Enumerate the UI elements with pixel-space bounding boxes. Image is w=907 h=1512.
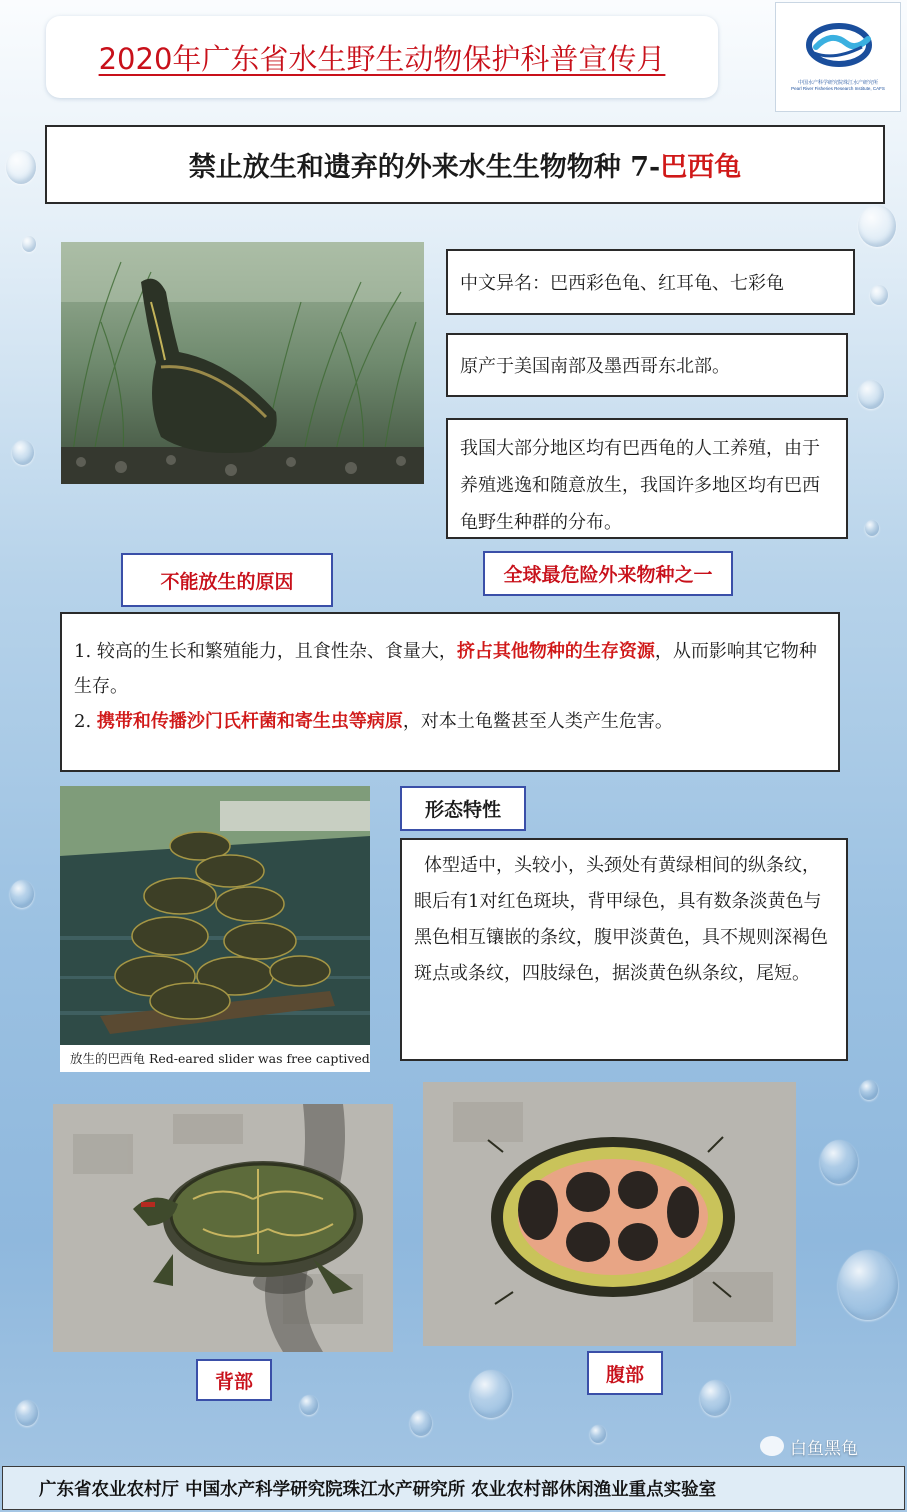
species-name: 巴西龟: [660, 152, 742, 183]
reason-1-text: 1. 较高的生长和繁殖能力，且食性杂、食量大，: [74, 641, 457, 662]
logo-caption-en: Pearl River Fisheries Research Institute, CAFS: [791, 86, 885, 91]
water-drop-decoration: [590, 1425, 606, 1443]
footer-text: 广东省农业农村厅 中国水产科学研究院珠江水产研究所 农业农村部休闲渔业重点实验室: [39, 1479, 717, 1500]
species-title-box: [45, 125, 885, 204]
turtle-back-photo: [53, 1104, 393, 1352]
water-drop-decoration: [820, 1140, 858, 1184]
water-drop-decoration: [838, 1250, 898, 1320]
footer-bar: [2, 1466, 905, 1510]
belly-label: 腹部: [587, 1351, 663, 1395]
reason-label: 不能放生的原因: [121, 553, 333, 607]
origin-box: [446, 333, 848, 397]
water-drop-decoration: [858, 380, 884, 409]
wechat-icon: [760, 1436, 784, 1456]
water-drop-decoration: [870, 285, 888, 305]
species-title-prefix: 禁止放生和遗弃的外来水生生物物种 7-: [188, 152, 661, 183]
water-drop-decoration: [470, 1370, 512, 1418]
reason-2-text-end: ，对本土龟鳖甚至人类产生危害。: [402, 711, 673, 732]
logo-caption-cn: 中国水产科学研究院珠江水产研究所: [797, 80, 878, 86]
reason-1-text-end: ，从而影响其它物种生存。: [74, 641, 817, 697]
water-drop-decoration: [700, 1380, 730, 1416]
water-drop-decoration: [22, 236, 36, 252]
reason-2-number: 2.: [74, 711, 97, 732]
water-drop-decoration: [12, 440, 34, 465]
danger-label: 全球最危险外来物种之一: [483, 551, 733, 596]
water-drop-decoration: [300, 1395, 318, 1415]
reason-1: [74, 634, 826, 704]
water-drop-decoration: [860, 1080, 878, 1100]
alias-box: [446, 249, 855, 315]
turtle-belly-photo: [423, 1082, 796, 1346]
water-drop-decoration: [10, 880, 34, 908]
water-drop-decoration: [6, 150, 36, 184]
distribution-text: 我国大部分地区均有巴西龟的人工养殖，由于养殖逃逸和随意放生，我国许多地区均有巴西龟野生种群的分布。: [460, 438, 820, 533]
morphology-text: 体型适中，头较小，头颈处有黄绿相间的纵条纹，眼后有1对红色斑块，背甲绿色，具有数条淡黄色与黑色相互镶嵌的条纹，腹甲淡黄色，具不规则深褐色斑点或条纹，四肢绿色，据淡黄色纵条纹，尾短。: [414, 855, 828, 984]
released-turtles-photo: [60, 786, 370, 1045]
back-label: 背部: [196, 1359, 272, 1401]
reason-1-highlight: 挤占其他物种的生存资源: [456, 641, 655, 662]
species-title: [189, 145, 741, 184]
watermark: [760, 1432, 858, 1460]
page-title: 2020年广东省水生野生动物保护科普宣传月: [98, 41, 666, 76]
reasons-box: [60, 612, 840, 772]
watermark-text: 白鱼黑龟: [790, 1438, 858, 1459]
turtle-aquarium-photo: [61, 242, 424, 484]
origin-text: 原产于美国南部及墨西哥东北部。: [460, 356, 730, 377]
header-banner: [46, 16, 718, 98]
water-drop-decoration: [16, 1400, 38, 1426]
water-drop-decoration: [410, 1410, 432, 1436]
morphology-box: [400, 838, 848, 1061]
photo-caption: 放生的巴西龟 Red-eared slider was free captived: [60, 1045, 370, 1072]
alias-text: 中文异名：巴西彩色龟、红耳龟、七彩龟: [460, 273, 784, 294]
institute-logo: [775, 2, 901, 112]
water-drop-decoration: [858, 205, 896, 247]
water-drop-decoration: [865, 520, 879, 536]
morphology-label: 形态特性: [400, 786, 526, 831]
distribution-box: [446, 418, 848, 539]
reason-2-highlight: 携带和传播沙门氏杆菌和寄生虫等病原: [96, 711, 403, 732]
logo-emblem-icon: [776, 3, 902, 73]
reason-2: [74, 704, 826, 739]
